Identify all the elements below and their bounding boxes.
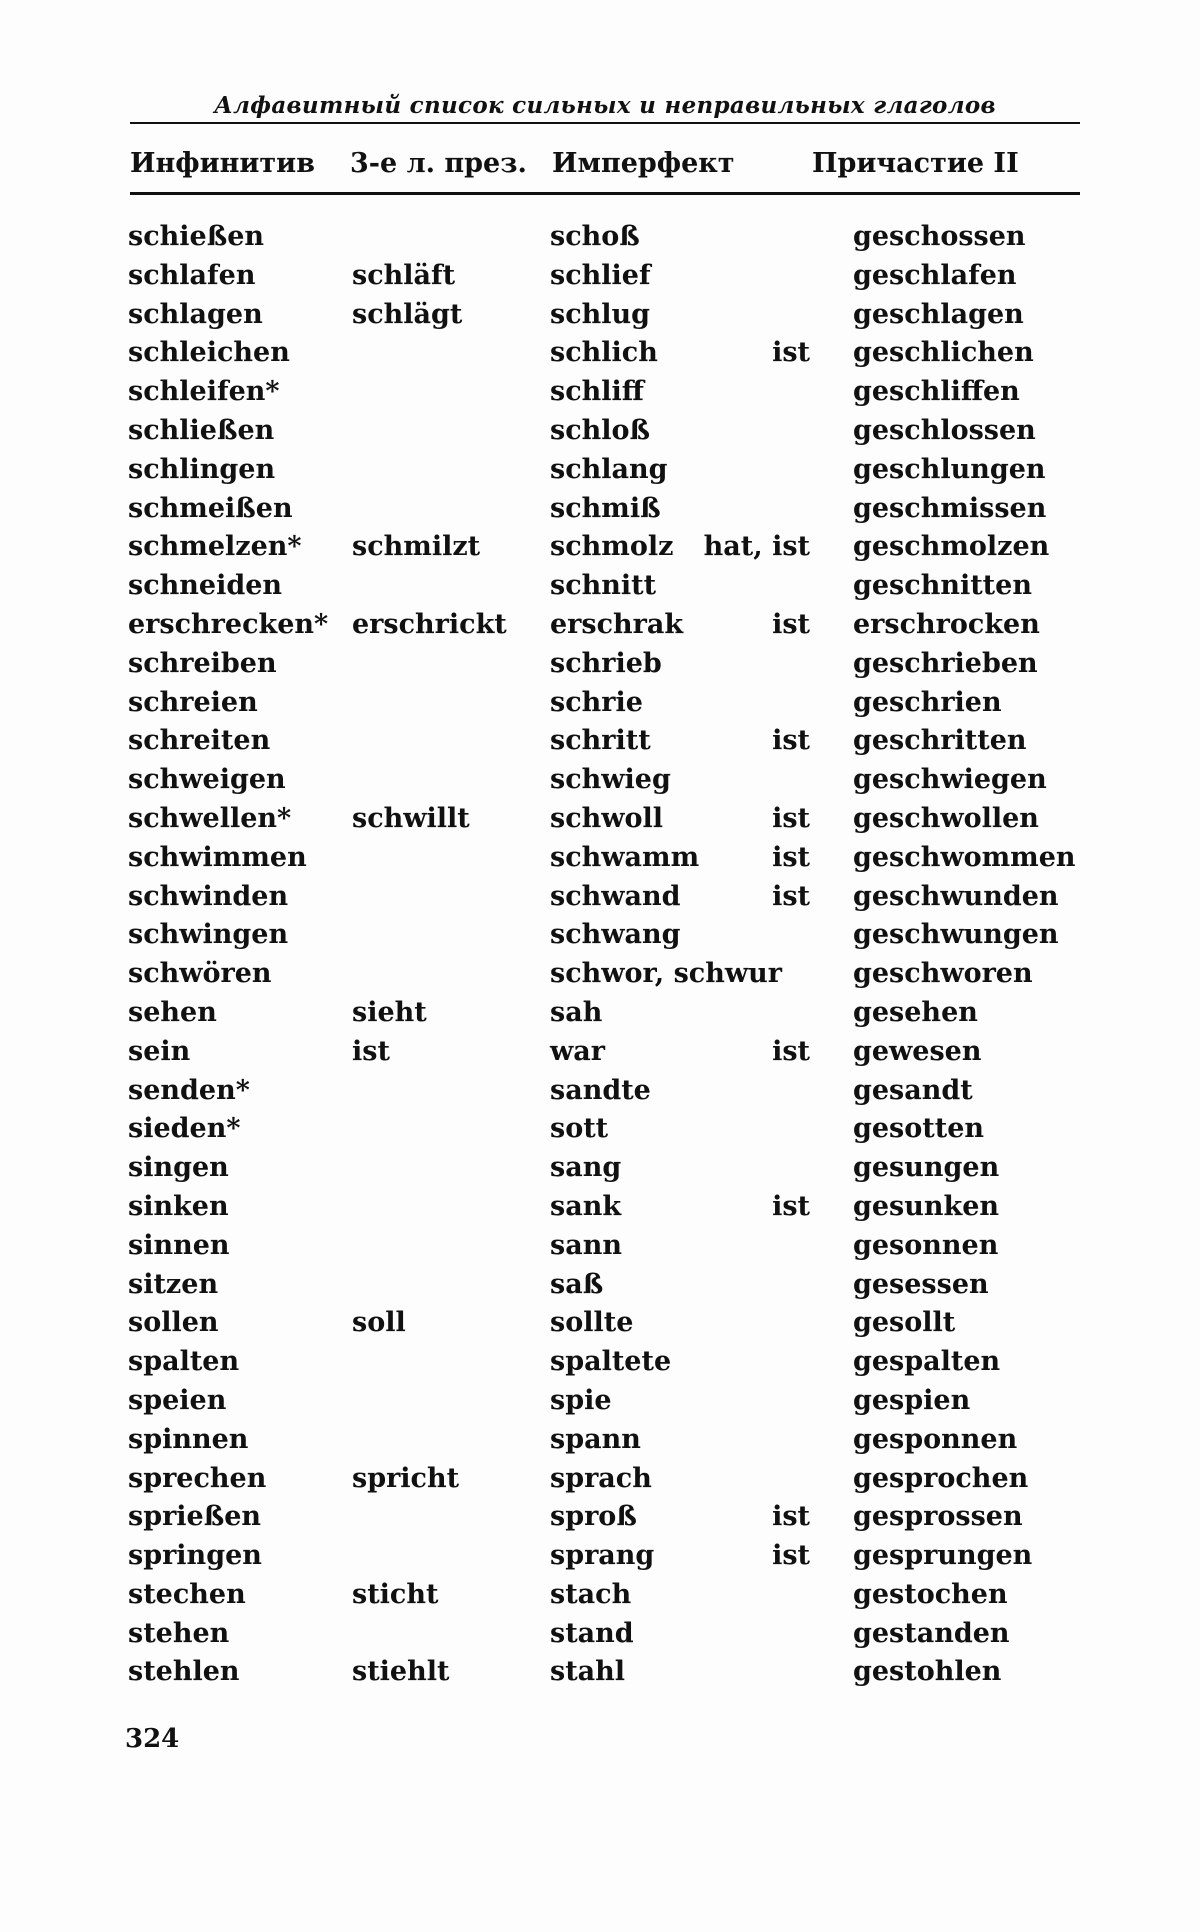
infinitive-cell: stehlen — [128, 1656, 240, 1688]
participle-cell: gestanden — [853, 1617, 1010, 1649]
auxiliary-cell: ist — [772, 1501, 810, 1533]
participle-cell: geschrien — [853, 686, 1002, 718]
infinitive-cell: schwellen* — [128, 802, 292, 834]
infinitive-cell: schneiden — [128, 570, 283, 602]
table-row — [0, 334, 1200, 373]
column-header-rule — [130, 192, 1080, 195]
infinitive-cell: schlingen — [128, 453, 276, 485]
participle-cell: geschwunden — [853, 880, 1059, 912]
imperfect-cell: schnitt — [550, 570, 657, 602]
imperfect-cell: schlang — [550, 453, 668, 485]
imperfect-cell: erschrak — [550, 608, 684, 640]
running-head: Алфавитный список сильных и неправильных глаголов — [214, 92, 996, 119]
infinitive-cell: springen — [128, 1540, 262, 1572]
table-row — [0, 1304, 1200, 1343]
table-row — [0, 1266, 1200, 1305]
imperfect-cell: schritt — [550, 725, 651, 757]
present-cell: schläft — [352, 259, 456, 291]
infinitive-cell: speien — [128, 1384, 227, 1416]
participle-cell: gesprungen — [853, 1540, 1033, 1572]
infinitive-cell: sinnen — [128, 1229, 230, 1261]
participle-cell: gesprochen — [853, 1462, 1029, 1494]
imperfect-cell: sproß — [550, 1501, 637, 1533]
infinitive-cell: singen — [128, 1152, 229, 1184]
table-row — [0, 839, 1200, 878]
verb-table — [0, 218, 1200, 1692]
participle-cell: geschwungen — [853, 919, 1059, 951]
imperfect-cell: schrie — [550, 686, 643, 718]
imperfect-cell: spann — [550, 1423, 641, 1455]
table-row — [0, 490, 1200, 529]
infinitive-cell: sehen — [128, 996, 217, 1028]
infinitive-cell: schreien — [128, 686, 258, 718]
auxiliary-cell: ist — [772, 880, 810, 912]
imperfect-cell: stand — [550, 1617, 634, 1649]
table-row — [0, 606, 1200, 645]
infinitive-cell: sprechen — [128, 1462, 267, 1494]
auxiliary-cell: ist — [772, 802, 810, 834]
imperfect-cell: spaltete — [550, 1346, 672, 1378]
imperfect-cell: sprach — [550, 1462, 652, 1494]
participle-cell: gesehen — [853, 996, 978, 1028]
infinitive-cell: spinnen — [128, 1423, 249, 1455]
table-row — [0, 257, 1200, 296]
table-row — [0, 722, 1200, 761]
participle-cell: gesollt — [853, 1307, 956, 1339]
participle-cell: geschrieben — [853, 647, 1038, 679]
auxiliary-cell: ist — [772, 841, 810, 873]
participle-cell: gesprossen — [853, 1501, 1023, 1533]
participle-cell: geschlossen — [853, 414, 1036, 446]
auxiliary-cell: hat, ist — [703, 531, 810, 563]
present-cell: ist — [352, 1035, 390, 1067]
participle-cell: geschwollen — [853, 802, 1039, 834]
table-row — [0, 1421, 1200, 1460]
participle-cell: gesunken — [853, 1190, 1000, 1222]
participle-cell: gesungen — [853, 1152, 1000, 1184]
imperfect-cell: schlief — [550, 259, 651, 291]
participle-cell: gestochen — [853, 1578, 1008, 1610]
infinitive-cell: schreiben — [128, 647, 277, 679]
table-row — [0, 451, 1200, 490]
table-row — [0, 528, 1200, 567]
infinitive-cell: schließen — [128, 414, 275, 446]
imperfect-cell: schlich — [550, 337, 658, 369]
imperfect-cell: sott — [550, 1113, 609, 1145]
imperfect-cell: schmolz — [550, 531, 674, 563]
infinitive-cell: schweigen — [128, 764, 286, 796]
present-cell: schlägt — [352, 298, 463, 330]
imperfect-cell: sollte — [550, 1307, 634, 1339]
page-number: 324 — [125, 1724, 180, 1754]
table-row — [0, 1072, 1200, 1111]
participle-cell: geschritten — [853, 725, 1027, 757]
table-row — [0, 1343, 1200, 1382]
present-cell: soll — [352, 1307, 406, 1339]
imperfect-cell: schliff — [550, 376, 644, 408]
infinitive-cell: stechen — [128, 1578, 246, 1610]
infinitive-cell: sitzen — [128, 1268, 219, 1300]
imperfect-cell: spie — [550, 1384, 612, 1416]
infinitive-cell: schießen — [128, 221, 265, 252]
participle-cell: gesonnen — [853, 1229, 999, 1261]
table-row — [0, 218, 1200, 257]
table-row — [0, 1227, 1200, 1266]
participle-cell: gesandt — [853, 1074, 973, 1106]
infinitive-cell: schlagen — [128, 298, 263, 330]
imperfect-cell: schwieg — [550, 764, 671, 796]
imperfect-cell: schmiß — [550, 492, 661, 524]
infinitive-cell: schleifen* — [128, 376, 280, 408]
column-header-imperfect: Имперфект — [552, 148, 735, 179]
table-row — [0, 1537, 1200, 1576]
table-row — [0, 1382, 1200, 1421]
participle-cell: gewesen — [853, 1035, 982, 1067]
participle-cell: geschliffen — [853, 376, 1020, 408]
imperfect-cell: schwand — [550, 880, 681, 912]
participle-cell: gespien — [853, 1384, 971, 1416]
participle-cell: geschlungen — [853, 453, 1046, 485]
imperfect-cell: schwor, schwur — [550, 958, 782, 990]
auxiliary-cell: ist — [772, 337, 810, 369]
auxiliary-cell: ist — [772, 1190, 810, 1222]
imperfect-cell: schwang — [550, 919, 681, 951]
participle-cell: gesotten — [853, 1113, 985, 1145]
imperfect-cell: war — [550, 1035, 605, 1067]
imperfect-cell: sank — [550, 1190, 622, 1222]
table-row — [0, 878, 1200, 917]
table-row — [0, 412, 1200, 451]
participle-cell: geschlagen — [853, 298, 1024, 330]
table-row — [0, 1460, 1200, 1499]
table-row — [0, 1149, 1200, 1188]
imperfect-cell: schloß — [550, 414, 651, 446]
auxiliary-cell: ist — [772, 1035, 810, 1067]
infinitive-cell: schmelzen* — [128, 531, 302, 563]
participle-cell: geschmissen — [853, 492, 1047, 524]
imperfect-cell: schwamm — [550, 841, 700, 873]
participle-cell: geschossen — [853, 221, 1026, 252]
imperfect-cell: schwoll — [550, 802, 664, 834]
participle-cell: erschrocken — [853, 608, 1040, 640]
imperfect-cell: stahl — [550, 1656, 626, 1688]
table-row — [0, 1615, 1200, 1654]
participle-cell: geschworen — [853, 958, 1033, 990]
auxiliary-cell: ist — [772, 608, 810, 640]
table-row — [0, 1576, 1200, 1615]
table-row — [0, 1653, 1200, 1692]
table-row — [0, 994, 1200, 1033]
imperfect-cell: sandte — [550, 1074, 651, 1106]
column-header-participle: Причастие II — [812, 148, 1019, 179]
infinitive-cell: sein — [128, 1035, 191, 1067]
present-cell: erschrickt — [352, 608, 507, 640]
infinitive-cell: erschrecken* — [128, 608, 329, 640]
imperfect-cell: schlug — [550, 298, 651, 330]
imperfect-cell: sang — [550, 1152, 622, 1184]
participle-cell: gesessen — [853, 1268, 989, 1300]
imperfect-cell: sprang — [550, 1540, 655, 1572]
column-header-present: 3-е л. през. — [350, 148, 527, 179]
table-row — [0, 800, 1200, 839]
imperfect-cell: sah — [550, 996, 603, 1028]
participle-cell: geschnitten — [853, 570, 1032, 602]
table-row — [0, 1188, 1200, 1227]
auxiliary-cell: ist — [772, 725, 810, 757]
infinitive-cell: schwören — [128, 958, 272, 990]
participle-cell: gespalten — [853, 1346, 1001, 1378]
table-row — [0, 1033, 1200, 1072]
infinitive-cell: sollen — [128, 1307, 219, 1339]
present-cell: schmilzt — [352, 531, 481, 563]
infinitive-cell: schwimmen — [128, 841, 307, 873]
present-cell: sieht — [352, 996, 427, 1028]
infinitive-cell: senden* — [128, 1074, 250, 1106]
present-cell: sticht — [352, 1578, 439, 1610]
participle-cell: geschwommen — [853, 841, 1076, 873]
imperfect-cell: saß — [550, 1268, 604, 1300]
imperfect-cell: sann — [550, 1229, 622, 1261]
imperfect-cell: schoß — [550, 221, 640, 252]
infinitive-cell: schleichen — [128, 337, 290, 369]
present-cell: spricht — [352, 1462, 460, 1494]
infinitive-cell: schreiten — [128, 725, 271, 757]
table-row — [0, 373, 1200, 412]
header-rule — [130, 122, 1080, 124]
infinitive-cell: stehen — [128, 1617, 230, 1649]
table-row — [0, 916, 1200, 955]
participle-cell: geschwiegen — [853, 764, 1047, 796]
table-row — [0, 296, 1200, 335]
present-cell: stiehlt — [352, 1656, 450, 1688]
participle-cell: geschlafen — [853, 259, 1017, 291]
table-row — [0, 645, 1200, 684]
participle-cell: geschmolzen — [853, 531, 1050, 563]
infinitive-cell: sprießen — [128, 1501, 262, 1533]
auxiliary-cell: ist — [772, 1540, 810, 1572]
infinitive-cell: schlafen — [128, 259, 256, 291]
table-row — [0, 1110, 1200, 1149]
table-row — [0, 567, 1200, 606]
participle-cell: gestohlen — [853, 1656, 1002, 1688]
table-row — [0, 761, 1200, 800]
infinitive-cell: schwingen — [128, 919, 289, 951]
column-header-infinitive: Инфинитив — [130, 148, 315, 179]
present-cell: schwillt — [352, 802, 470, 834]
participle-cell: geschlichen — [853, 337, 1034, 369]
table-row — [0, 1498, 1200, 1537]
infinitive-cell: schwinden — [128, 880, 289, 912]
imperfect-cell: schrieb — [550, 647, 662, 679]
imperfect-cell: stach — [550, 1578, 632, 1610]
infinitive-cell: schmeißen — [128, 492, 293, 524]
infinitive-cell: sieden* — [128, 1113, 241, 1145]
participle-cell: gesponnen — [853, 1423, 1018, 1455]
table-row — [0, 955, 1200, 994]
infinitive-cell: sinken — [128, 1190, 229, 1222]
table-row — [0, 684, 1200, 723]
infinitive-cell: spalten — [128, 1346, 240, 1378]
